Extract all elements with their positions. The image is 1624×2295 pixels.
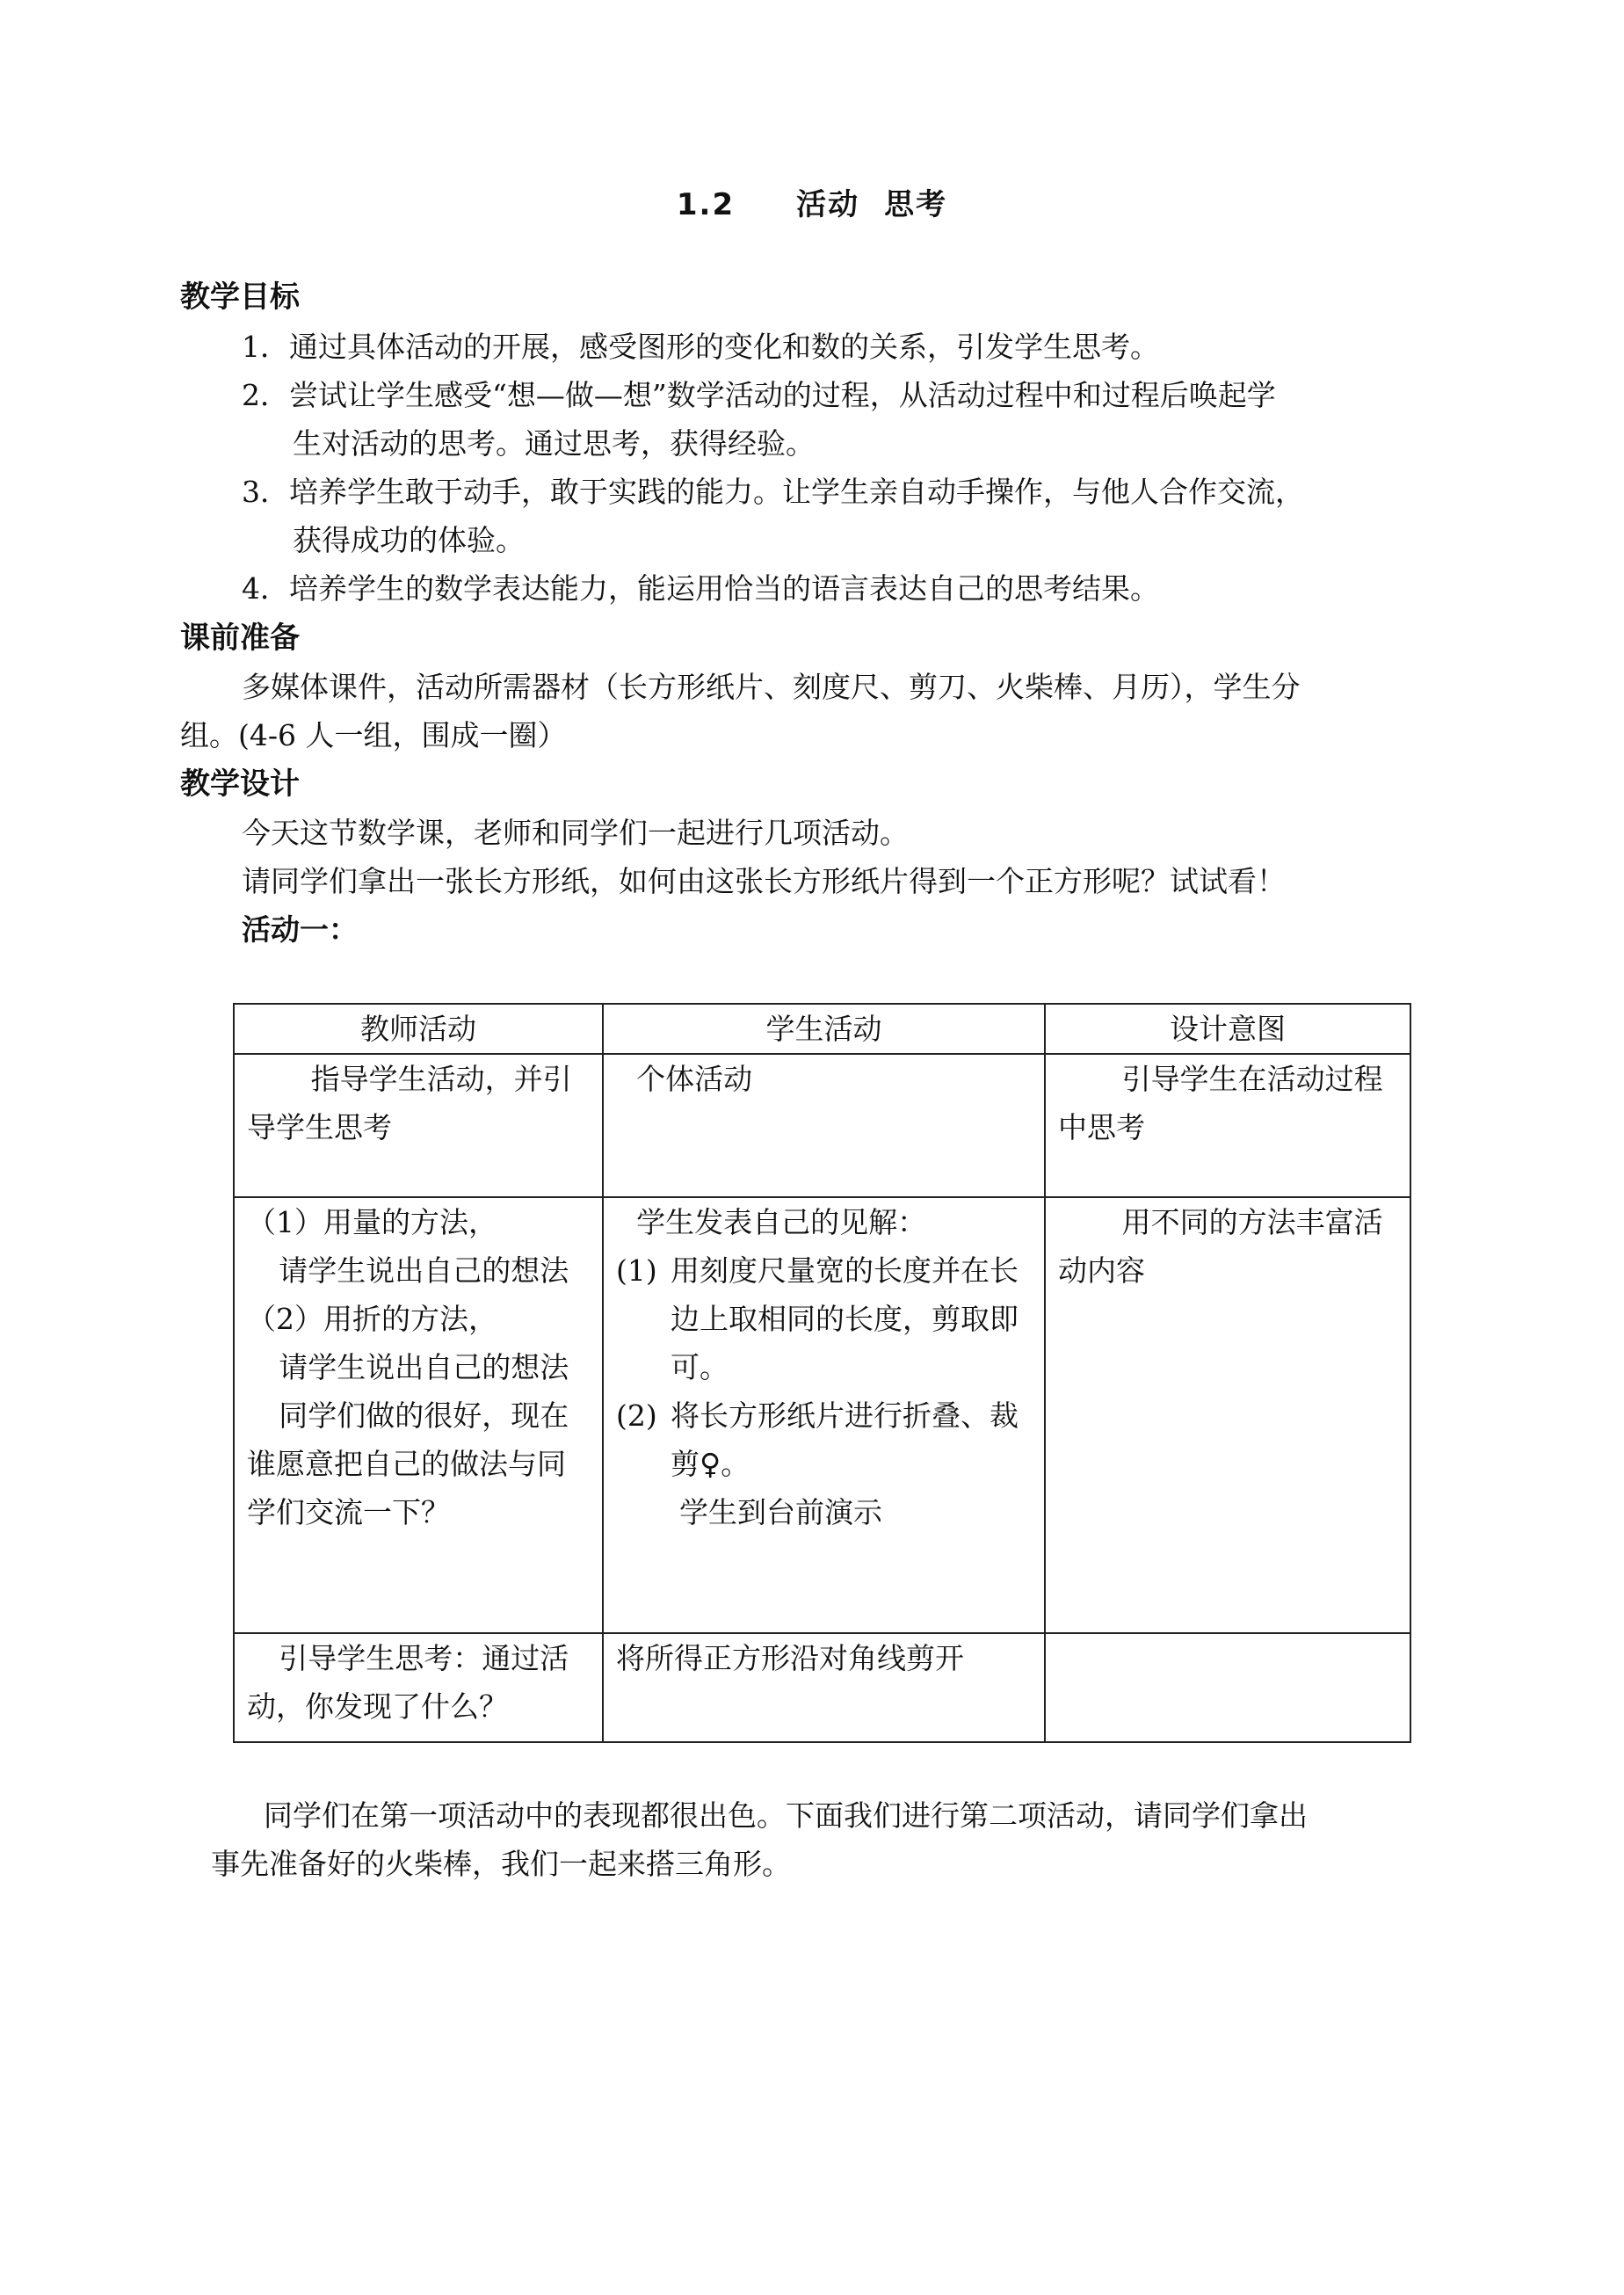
objective-item-3: 3．培养学生敢于动手，敢于实践的能力。让学生亲自动手操作，与他人合作交流， [242,475,1304,509]
objective-item-1: 1．通过具体活动的开展，感受图形的变化和数的关系，引发学生思考。 [242,330,1159,364]
row2-intent: 用不同的方法丰富活动内容 [1058,1205,1383,1288]
row2-student-demo: 学生到台前演示 [679,1495,882,1529]
row3-teacher: 引导学生思考：通过活动，你发现了什么？ [247,1641,569,1724]
row2-teacher-item1-text: 请学生说出自己的想法 [279,1253,569,1288]
preparation-line-1: 多媒体课件，活动所需器材（长方形纸片、刻度尺、剪刀、火柴棒、月历），学生分 [242,670,1301,704]
row2-teacher-item2: （2）用折的方法， [247,1302,497,1336]
row2-student-intro: 学生发表自己的见解： [636,1205,927,1239]
row3-student: 将所得正方形沿对角线剪开 [616,1641,964,1675]
row1-intent: 引导学生在活动过程中思考 [1058,1062,1383,1144]
table-row [234,1633,1410,1742]
table-header-row [234,1004,1410,1054]
objective-item-2-cont: 生对活动的思考。通过思考，获得经验。 [293,426,815,461]
row2-student-item1-mark: (1) [616,1253,657,1288]
row2-student-item2-mark: (2) [616,1398,657,1433]
activity-one-label: 活动一： [242,912,358,947]
design-heading: 教学设计 [180,766,300,802]
row1-teacher: 指导学生活动，并引导学生思考 [247,1062,572,1144]
row1-student: 个体活动 [636,1062,753,1096]
objective-item-2: 2．尝试让学生感受“想—做—想”数学活动的过程，从活动过程中和过程后唤起学 [242,378,1276,412]
closing-line-1: 同学们在第一项活动中的表现都很出色。下面我们进行第二项活动，请同学们拿出 [264,1798,1308,1833]
header-teacher-activity: 教师活动 [234,1004,603,1054]
objective-item-4: 4．培养学生的数学表达能力，能运用恰当的语言表达自己的思考结果。 [242,571,1159,606]
preparation-heading: 课前准备 [180,621,300,656]
objective-item-3-cont: 获得成功的体验。 [293,523,525,557]
design-line-2: 请同学们拿出一张长方形纸，如何由这张长方形纸片得到一个正方形呢？试试看！ [242,864,1286,898]
objectives-heading: 教学目标 [180,280,300,315]
row2-teacher-close: 同学们做的很好，现在谁愿意把自己的做法与同学们交流一下？ [247,1398,569,1529]
title-part1: 活动 [796,187,860,222]
row2-student-item1 [616,1246,1032,1391]
header-design-intent: 设计意图 [1045,1004,1410,1054]
section-number: 1.2 [676,187,736,222]
table-row [234,1054,1410,1197]
closing-line-2: 事先准备好的火柴棒，我们一起来搭三角形。 [211,1847,791,1881]
preparation-line-2: 组。(4-6 人一组，围成一圈） [180,718,567,752]
row2-student-item1-text: 用刻度尺量宽的长度并在长边上取相同的长度，剪取即可。 [671,1253,1019,1384]
row2-teacher-item2-text: 请学生说出自己的想法 [279,1350,569,1384]
design-line-1: 今天这节数学课，老师和同学们一起进行几项活动。 [242,816,909,850]
row2-teacher-item1: （1）用量的方法， [247,1205,497,1239]
row2-student-item2 [616,1391,1032,1488]
row2-student-item2-text: 将长方形纸片进行折叠、裁剪♀。 [671,1398,1019,1481]
page-title [0,180,1624,223]
table-row [234,1197,1410,1633]
header-student-activity: 学生活动 [603,1004,1045,1054]
title-part2: 思考 [884,187,948,222]
activity-table [233,1003,1411,1743]
